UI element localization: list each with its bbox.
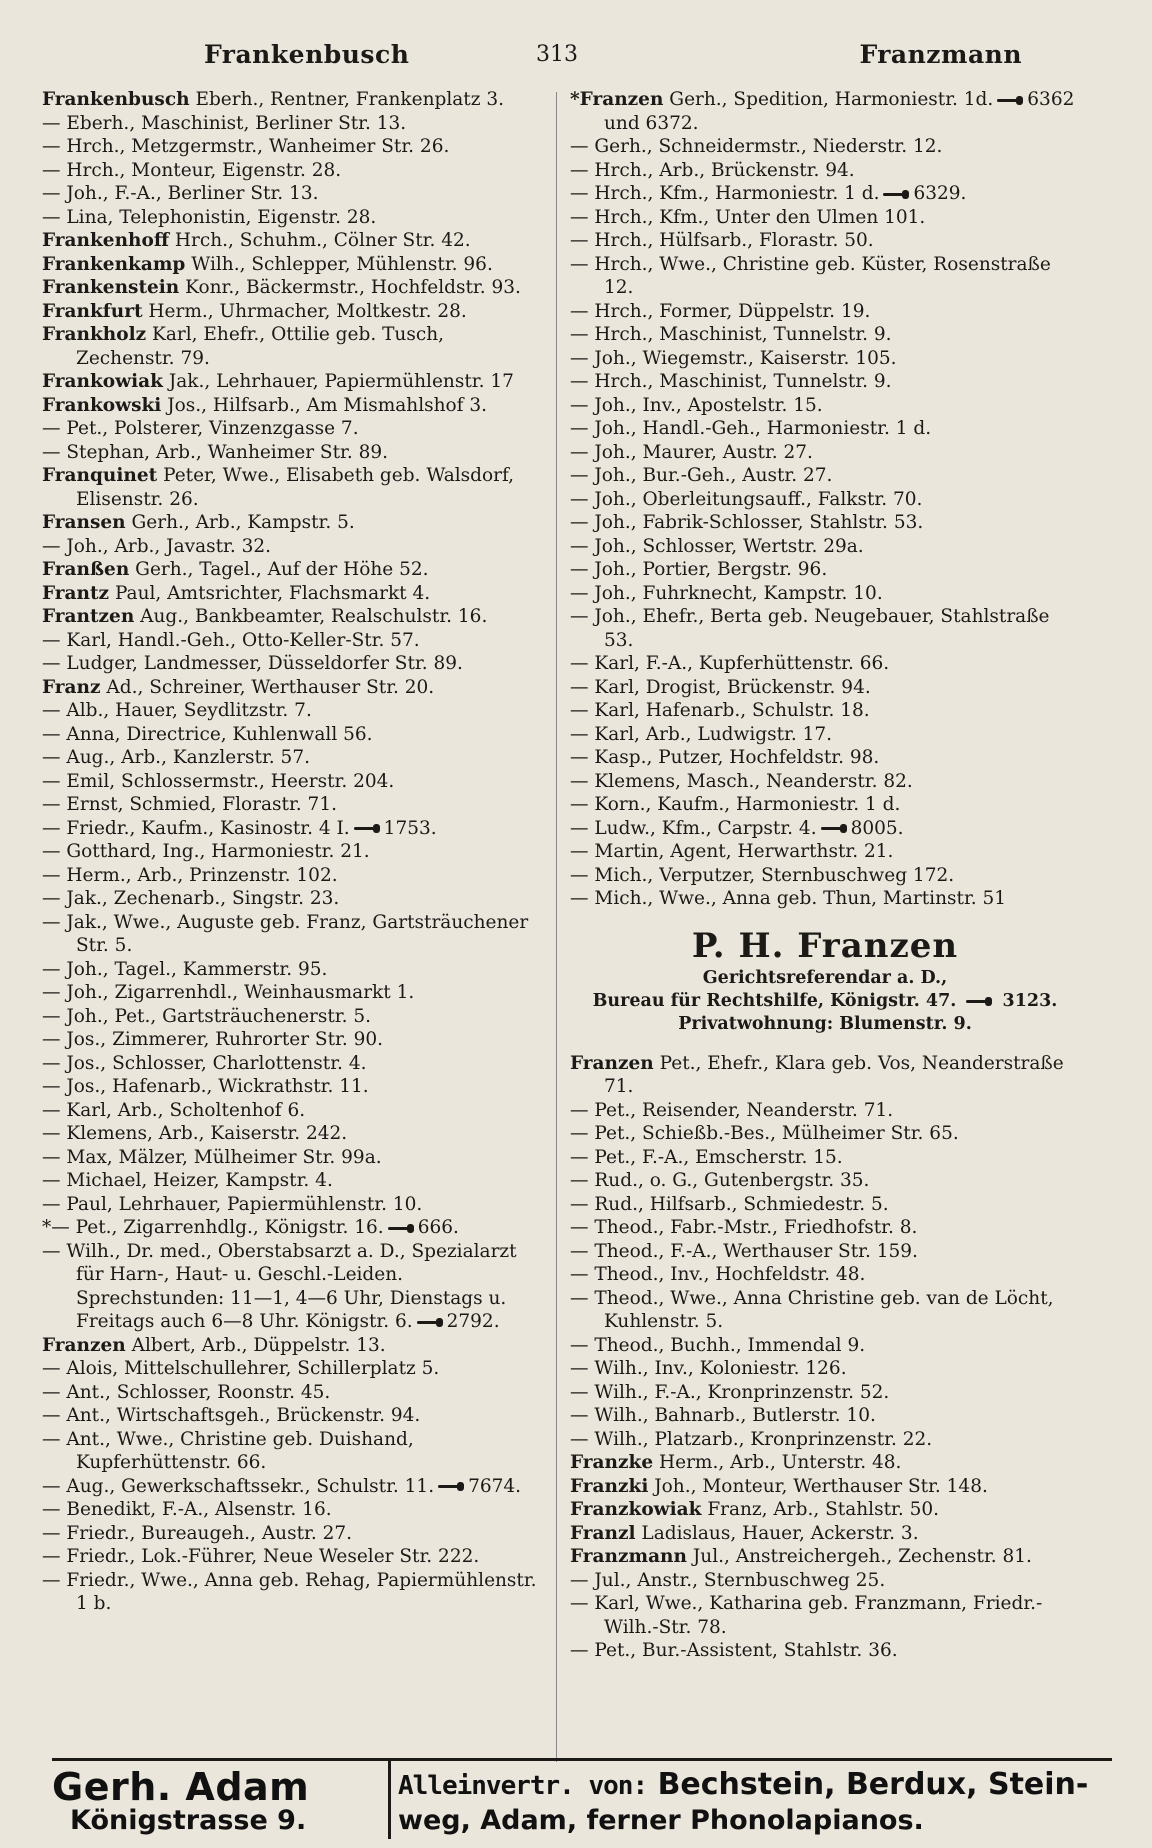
directory-entry <box>42 1357 547 1381</box>
directory-entry <box>570 1357 1080 1381</box>
directory-entry <box>570 135 1080 159</box>
entry-phone: 2792. <box>446 1311 500 1332</box>
directory-entry <box>42 511 547 535</box>
directory-entry <box>570 323 1080 347</box>
entry-details: Konr., Bäckermstr., Hochfeldstr. 93. <box>185 277 521 298</box>
directory-entry <box>570 1475 1080 1499</box>
directory-entry <box>570 1498 1080 1522</box>
directory-entry <box>42 370 547 394</box>
ad-bureau <box>570 990 1080 1013</box>
entry-details: Herm., Uhrmacher, Moltkestr. 28. <box>148 300 467 322</box>
entry-details: — Hrch., Hülfsarb., Florastr. 50. <box>570 230 874 251</box>
entry-surname: Franzmann <box>570 1546 687 1567</box>
column-divider <box>556 92 557 1762</box>
directory-entry <box>570 1287 1080 1334</box>
entry-details: — Aug., Arb., Kanzlerstr. 57. <box>42 747 310 768</box>
entry-details: — Benedikt, F.-A., Alsenstr. 16. <box>42 1499 332 1520</box>
directory-entry <box>42 840 547 864</box>
entry-details: Eberh., Rentner, Frankenplatz 3. <box>195 89 505 110</box>
directory-entry <box>570 1169 1080 1193</box>
entry-details: — Jak., Zechenarb., Singstr. 23. <box>42 888 340 909</box>
banner-street: Königstrasse 9. <box>70 1805 307 1836</box>
directory-entry <box>570 182 1080 206</box>
entry-details: — Joh., Inv., Apostelstr. 15. <box>570 394 823 416</box>
right-entries-bottom <box>570 1052 1080 1663</box>
entry-surname: *Franzen <box>570 89 664 110</box>
entry-details: — Alb., Hauer, Seydlitzstr. 7. <box>42 700 312 721</box>
phone-icon <box>438 1482 464 1491</box>
entry-details: — Hrch., Maschinist, Tunnelstr. 9. <box>570 324 892 345</box>
entry-details: — Wilh., Bahnarb., Butlerstr. 10. <box>570 1405 876 1426</box>
ad-private: Privatwohnung: Blumenstr. 9. <box>678 1013 972 1034</box>
directory-entry <box>42 770 547 794</box>
directory-entry <box>570 1428 1080 1452</box>
directory-entry <box>570 300 1080 324</box>
entry-details: — Theod., Fabr.-Mstr., Friedhofstr. 8. <box>570 1217 918 1238</box>
entry-details: — Joh., Pet., Gartsträuchenerstr. 5. <box>42 1005 372 1027</box>
entry-details: Albert, Arb., Düppelstr. 13. <box>131 1334 386 1356</box>
entry-details: — Hrch., Maschinist, Tunnelstr. 9. <box>570 371 892 392</box>
entry-surname: Franzkowiak <box>570 1499 702 1520</box>
entry-details: Ladislaus, Hauer, Ackerstr. 3. <box>641 1522 919 1544</box>
directory-entry <box>570 605 1080 652</box>
page-number: 313 <box>536 42 578 67</box>
entry-details: Jos., Hilfsarb., Am Mismahlshof 3. <box>167 394 488 416</box>
directory-entry <box>570 1404 1080 1428</box>
entry-details: — Pet., F.-A., Emscherstr. 15. <box>570 1146 843 1168</box>
directory-entry <box>42 1146 547 1170</box>
directory-entry <box>42 723 547 747</box>
directory-entry <box>570 1522 1080 1546</box>
entry-surname: Frankenbusch <box>42 89 190 110</box>
directory-entry <box>570 1334 1080 1358</box>
entry-details: Franz, Arb., Stahlstr. 50. <box>707 1499 940 1520</box>
entry-details: — Ludger, Landmesser, Düsseldorfer Str. 89. <box>42 653 463 674</box>
ad-title: Gerichtsreferendar a. D., <box>702 967 948 988</box>
entry-details: — Ludw., Kfm., Carpstr. 4. <box>570 817 817 839</box>
entry-details: — Jos., Hafenarb., Wickrathstr. 11. <box>42 1076 369 1097</box>
directory-entry <box>570 206 1080 230</box>
right-entries-top <box>570 88 1080 911</box>
entry-surname: Franzki <box>570 1475 649 1497</box>
entry-details: — Wilh., F.-A., Kronprinzenstr. 52. <box>570 1381 890 1403</box>
entry-details: — Joh., F.-A., Berliner Str. 13. <box>42 183 319 204</box>
entry-details: — Eberh., Maschinist, Berliner Str. 13. <box>42 112 407 134</box>
directory-entry <box>42 1052 547 1076</box>
directory-entry <box>570 840 1080 864</box>
entry-details: — Emil, Schlossermstr., Heerstr. 204. <box>42 770 395 792</box>
directory-entry <box>570 370 1080 394</box>
entry-details: — Friedr., Bureaugeh., Austr. 27. <box>42 1522 353 1544</box>
entry-details: — Joh., Zigarrenhdl., Weinhausmarkt 1. <box>42 982 415 1003</box>
entry-details: — Joh., Wiegemstr., Kaiserstr. 105. <box>570 347 897 369</box>
entry-details: — Pet., Polsterer, Vinzenzgasse 7. <box>42 418 359 439</box>
entry-details: — Rud., Hilfsarb., Schmiedestr. 5. <box>570 1193 889 1215</box>
directory-entry <box>570 535 1080 559</box>
entry-details: — Karl, Handl.-Geh., Otto-Keller-Str. 57. <box>42 629 420 651</box>
directory-entry <box>42 629 547 653</box>
entry-surname: Franz <box>42 676 101 698</box>
entry-details: — Klemens, Arb., Kaiserstr. 242. <box>42 1123 348 1144</box>
entry-details: — Jos., Zimmerer, Ruhrorter Str. 90. <box>42 1029 384 1050</box>
entry-surname: Frankholz <box>42 324 147 345</box>
directory-entry <box>570 746 1080 770</box>
entry-details: — Martin, Agent, Herwarthstr. 21. <box>570 841 894 862</box>
directory-entry <box>42 958 547 982</box>
directory-entry <box>570 1592 1080 1639</box>
directory-entry <box>42 793 547 817</box>
entry-details: — Hrch., Former, Düppelstr. 19. <box>570 300 871 322</box>
directory-entry <box>570 652 1080 676</box>
directory-entry <box>42 864 547 888</box>
directory-entry <box>42 1122 547 1146</box>
entry-details: — Wilh., Dr. med., Oberstabsarzt a. D., Spezialarzt für Harn-, Haut- u. Geschl.-Leiden. Sprechstunden: 11—1, 4—6 Uhr, Dienstags u. Freitags auch 6—8 Uhr. Königstr. 6. <box>42 1240 517 1332</box>
entry-details: — Theod., Buchh., Immendal 9. <box>570 1334 866 1356</box>
directory-entry <box>42 112 547 136</box>
directory-entry <box>570 1122 1080 1146</box>
entry-surname: Frantzen <box>42 606 135 627</box>
advertisement-franzen <box>570 925 1080 1036</box>
entry-details: — Friedr., Kaufm., Kasinostr. 4 I. <box>42 817 350 839</box>
directory-entry <box>570 1639 1080 1663</box>
directory-entry <box>42 911 547 958</box>
directory-entry <box>42 1216 547 1240</box>
directory-entry <box>42 1569 547 1616</box>
phone-icon <box>997 96 1023 105</box>
entry-details: — Ant., Wirtschaftsgeh., Brückenstr. 94. <box>42 1405 421 1426</box>
entry-phone: 6329. <box>913 183 967 204</box>
directory-entry <box>570 582 1080 606</box>
entry-details: Ad., Schreiner, Werthauser Str. 20. <box>106 676 435 698</box>
directory-entry <box>42 206 547 230</box>
entry-details: — Jos., Schlosser, Charlottenstr. 4. <box>42 1052 367 1074</box>
phone-icon <box>966 997 992 1006</box>
entry-details: — Karl, Wwe., Katharina geb. Franzmann, Friedr.-Wilh.-Str. 78. <box>570 1593 1043 1638</box>
entry-details: — Joh., Fabrik-Schlosser, Stahlstr. 53. <box>570 512 924 533</box>
phone-icon <box>821 824 847 833</box>
banner-firm: Gerh. Adam <box>52 1765 310 1809</box>
entry-surname: Frankowski <box>42 394 162 416</box>
header-left-keyword: Frankenbusch <box>204 40 410 69</box>
directory-entry <box>570 1099 1080 1123</box>
entry-details: Gerh., Arb., Kampstr. 5. <box>131 512 355 533</box>
phone-icon <box>883 190 909 199</box>
header-right-keyword: Franzmann <box>859 40 1022 69</box>
directory-entry <box>42 394 547 418</box>
entry-details: — Hrch., Monteur, Eigenstr. 28. <box>42 159 342 181</box>
directory-entry <box>570 347 1080 371</box>
entry-details: — Friedr., Lok.-Führer, Neue Weseler Str. 222. <box>42 1546 480 1567</box>
entry-details: — Joh., Fuhrknecht, Kampstr. 10. <box>570 582 883 604</box>
entry-details: Joh., Monteur, Werthauser Str. 148. <box>654 1475 988 1497</box>
directory-entry <box>42 699 547 723</box>
directory-entry <box>42 1075 547 1099</box>
entry-details: — Herm., Arb., Prinzenstr. 102. <box>42 864 338 886</box>
directory-entry <box>42 229 547 253</box>
entry-details: — Hrch., Metzgermstr., Wanheimer Str. 26. <box>42 136 450 157</box>
entry-details: — Gerh., Schneidermstr., Niederstr. 12. <box>570 136 943 157</box>
directory-entry <box>42 1099 547 1123</box>
banner-line1-prefix: Alleinvertr. von: <box>398 1771 648 1801</box>
entry-details: Gerh., Spedition, Harmoniestr. 1d. <box>669 89 994 110</box>
entry-phone: 1753. <box>383 817 437 839</box>
entry-details: — Friedr., Wwe., Anna geb. Rehag, Papiermühlenstr. 1 b. <box>42 1569 537 1614</box>
directory-entry <box>570 1146 1080 1170</box>
entry-details: Herm., Arb., Unterstr. 48. <box>658 1452 902 1473</box>
entry-details: *— Pet., Zigarrenhdlg., Königstr. 16. <box>42 1217 384 1238</box>
directory-entry <box>570 1381 1080 1405</box>
directory-entry <box>570 676 1080 700</box>
entry-details: — Korn., Kaufm., Harmoniestr. 1 d. <box>570 794 901 815</box>
directory-entry <box>42 981 547 1005</box>
entry-details: — Joh., Handl.-Geh., Harmoniestr. 1 d. <box>570 418 932 439</box>
entry-details: — Klemens, Masch., Neanderstr. 82. <box>570 770 913 792</box>
directory-entry <box>42 159 547 183</box>
directory-entry <box>570 511 1080 535</box>
directory-entry <box>42 1498 547 1522</box>
entry-details: — Joh., Bur.-Geh., Austr. 27. <box>570 465 833 486</box>
entry-details: — Hrch., Kfm., Harmoniestr. 1 d. <box>570 183 880 204</box>
entry-details: — Hrch., Arb., Brückenstr. 94. <box>570 159 855 181</box>
directory-entry <box>42 1381 547 1405</box>
directory-entry <box>570 699 1080 723</box>
entry-details: — Alois, Mittelschullehrer, Schillerplatz 5. <box>42 1358 440 1379</box>
entry-details: — Joh., Schlosser, Wertstr. 29a. <box>570 535 864 557</box>
directory-entry <box>570 88 1080 135</box>
entry-phone: 8005. <box>850 817 904 839</box>
directory-entry <box>570 793 1080 817</box>
directory-entry <box>570 1545 1080 1569</box>
entry-surname: Frankfurt <box>42 300 143 322</box>
directory-entry <box>42 817 547 841</box>
entry-details: — Anna, Directrice, Kuhlenwall 56. <box>42 723 373 745</box>
entry-details: Pet., Ehefr., Klara geb. Vos, Neanderstraße 71. <box>604 1052 1064 1097</box>
entry-details: — Aug., Gewerkschaftssekr., Schulstr. 11. <box>42 1475 435 1497</box>
entry-details: — Joh., Ehefr., Berta geb. Neugebauer, Stahlstraße 53. <box>570 606 1050 651</box>
ad-name: P. H. Franzen <box>691 925 959 966</box>
entry-surname: Frantz <box>42 582 110 604</box>
directory-entry <box>42 746 547 770</box>
entry-details: Wilh., Schlepper, Mühlenstr. 96. <box>191 253 493 275</box>
banner-line2: weg, Adam, ferner Phonolapianos. <box>398 1805 924 1836</box>
phone-icon <box>354 824 380 833</box>
entry-surname: Frankenkamp <box>42 253 186 275</box>
directory-entry <box>42 1028 547 1052</box>
entry-details: — Karl, F.-A., Kupferhüttenstr. 66. <box>570 653 890 674</box>
entry-phone: 6362 und 6372. <box>604 89 1075 134</box>
entry-details: — Theod., Wwe., Anna Christine geb. van de Löcht, Kuhlenstr. 5. <box>570 1287 1054 1332</box>
entry-details: Peter, Wwe., Elisabeth geb. Walsdorf, Elisenstr. 26. <box>76 465 515 510</box>
directory-entry <box>42 276 547 300</box>
directory-entry <box>42 582 547 606</box>
directory-entry <box>42 182 547 206</box>
banner-line1-rest: Bechstein, Berdux, Stein- <box>657 1767 1089 1802</box>
directory-entry <box>570 1216 1080 1240</box>
entry-details: — Theod., Inv., Hochfeldstr. 48. <box>570 1264 866 1285</box>
directory-entry <box>570 1569 1080 1593</box>
entry-details: — Lina, Telephonistin, Eigenstr. 28. <box>42 206 377 228</box>
right-column <box>570 88 1080 1768</box>
directory-entry <box>42 417 547 441</box>
directory-entry <box>42 676 547 700</box>
entry-details: Paul, Amtsrichter, Flachsmarkt 4. <box>114 582 431 604</box>
entry-details: — Pet., Bur.-Assistent, Stahlstr. 36. <box>570 1640 898 1661</box>
entry-details: — Stephan, Arb., Wanheimer Str. 89. <box>42 441 389 463</box>
entry-surname: Frankenstein <box>42 277 180 298</box>
directory-entry <box>570 864 1080 888</box>
directory-entry <box>570 723 1080 747</box>
entry-details: — Joh., Oberleitungsauff., Falkstr. 70. <box>570 488 923 510</box>
directory-entry <box>570 1451 1080 1475</box>
entry-surname: Franzen <box>570 1052 654 1074</box>
directory-entry <box>42 88 547 112</box>
entry-details: Gerh., Tagel., Auf der Höhe 52. <box>135 559 429 580</box>
entry-details: — Wilh., Inv., Koloniestr. 126. <box>570 1358 847 1379</box>
entry-phone: 666. <box>417 1217 459 1238</box>
entry-details: Aug., Bankbeamter, Realschulstr. 16. <box>140 606 488 627</box>
entry-details: — Wilh., Platzarb., Kronprinzenstr. 22. <box>570 1428 933 1450</box>
entry-details: — Karl, Drogist, Brückenstr. 94. <box>570 676 871 698</box>
entry-details: — Theod., F.-A., Werthauser Str. 159. <box>570 1240 918 1262</box>
directory-entry <box>42 535 547 559</box>
entry-surname: Franzke <box>570 1452 654 1473</box>
entry-surname: Fransen <box>42 512 126 533</box>
directory-entry <box>42 605 547 629</box>
entry-details: — Ant., Schlosser, Roonstr. 45. <box>42 1381 331 1403</box>
directory-entry <box>42 1193 547 1217</box>
directory-entry <box>570 817 1080 841</box>
directory-entry <box>570 770 1080 794</box>
directory-entry <box>570 1193 1080 1217</box>
entry-details: — Joh., Tagel., Kammerstr. 95. <box>42 958 328 980</box>
directory-entry <box>570 441 1080 465</box>
entry-details: — Rud., o. G., Gutenbergstr. 35. <box>570 1170 870 1191</box>
entry-surname: Franzl <box>570 1522 636 1544</box>
directory-entry <box>570 1263 1080 1287</box>
entry-details: Jak., Lehrhauer, Papiermühlenstr. 17 <box>168 371 514 392</box>
directory-entry <box>42 887 547 911</box>
entry-details: — Michael, Heizer, Kampstr. 4. <box>42 1170 333 1191</box>
entry-details: — Joh., Portier, Bergstr. 96. <box>570 559 828 580</box>
entry-surname: Franzen <box>42 1334 126 1356</box>
ad-phone: 3123. <box>1002 990 1058 1011</box>
entry-details: — Karl, Hafenarb., Schulstr. 18. <box>570 700 870 721</box>
entry-details: — Karl, Arb., Ludwigstr. 17. <box>570 723 832 745</box>
directory-entry <box>42 1522 547 1546</box>
entry-details: — Jul., Anstr., Sternbuschweg 25. <box>570 1569 886 1591</box>
directory-entry <box>570 1240 1080 1264</box>
directory-entry <box>42 652 547 676</box>
entry-details: — Kasp., Putzer, Hochfeldstr. 98. <box>570 747 880 768</box>
directory-entry <box>42 323 547 370</box>
entry-details: Karl, Ehefr., Ottilie geb. Tusch, Zechenstr. 79. <box>76 324 444 369</box>
entry-phone: 7674. <box>468 1475 522 1497</box>
directory-entry <box>42 558 547 582</box>
directory-entry <box>570 488 1080 512</box>
entry-details: — Ant., Wwe., Christine geb. Duishand, Kupferhüttenstr. 66. <box>42 1428 414 1473</box>
banner-divider <box>388 1761 391 1839</box>
directory-entry <box>570 159 1080 183</box>
directory-entry <box>42 1240 547 1334</box>
left-column <box>42 88 547 1768</box>
entry-details: — Ernst, Schmied, Florastr. 71. <box>42 794 337 815</box>
entry-details: Jul., Anstreichergeh., Zechenstr. 81. <box>692 1546 1032 1567</box>
directory-entry <box>570 394 1080 418</box>
entry-surname: Franßen <box>42 559 130 580</box>
directory-entry <box>42 1169 547 1193</box>
entry-surname: Frankowiak <box>42 371 163 392</box>
entry-details: — Max, Mälzer, Mülheimer Str. 99a. <box>42 1146 382 1168</box>
entry-details: — Karl, Arb., Scholtenhof 6. <box>42 1099 306 1121</box>
directory-entry <box>42 1475 547 1499</box>
directory-entry <box>570 229 1080 253</box>
phone-icon <box>388 1224 414 1233</box>
directory-entry <box>42 441 547 465</box>
entry-surname: Frankenhoff <box>42 230 170 251</box>
entry-details: Hrch., Schuhm., Cölner Str. 42. <box>174 230 471 251</box>
directory-entry <box>570 887 1080 911</box>
directory-entry <box>42 253 547 277</box>
entry-details: — Pet., Reisender, Neanderstr. 71. <box>570 1099 894 1121</box>
phone-icon <box>417 1318 443 1327</box>
directory-entry <box>42 1545 547 1569</box>
directory-entry <box>42 464 547 511</box>
directory-entry <box>42 1005 547 1029</box>
entry-details: — Mich., Wwe., Anna geb. Thun, Martinstr. 51 <box>570 888 1007 909</box>
entry-details: — Hrch., Kfm., Unter den Ulmen 101. <box>570 206 926 228</box>
entry-details: — Joh., Maurer, Austr. 27. <box>570 441 813 463</box>
entry-details: — Jak., Wwe., Auguste geb. Franz, Gartsträuchener Str. 5. <box>42 911 529 956</box>
directory-entry <box>570 417 1080 441</box>
directory-entry <box>42 135 547 159</box>
page-header <box>40 40 1112 76</box>
footer-banner <box>52 1758 1112 1839</box>
entry-details: — Pet., Schießb.-Bes., Mülheimer Str. 65. <box>570 1123 959 1144</box>
entry-details: — Gotthard, Ing., Harmoniestr. 21. <box>42 841 370 862</box>
entry-details: — Joh., Arb., Javastr. 32. <box>42 535 272 557</box>
entry-details: — Hrch., Wwe., Christine geb. Küster, Rosenstraße 12. <box>570 253 1051 298</box>
directory-entry <box>42 300 547 324</box>
ad-bureau-text: Bureau für Rechtshilfe, Königstr. 47. <box>592 990 957 1011</box>
banner-line1 <box>398 1767 1088 1802</box>
directory-entry <box>42 1404 547 1428</box>
entry-details: — Paul, Lehrhauer, Papiermühlenstr. 10. <box>42 1193 423 1215</box>
directory-entry <box>570 464 1080 488</box>
directory-entry <box>42 1428 547 1475</box>
directory-entry <box>570 1052 1080 1099</box>
directory-entry <box>570 253 1080 300</box>
entry-details: — Mich., Verputzer, Sternbuschweg 172. <box>570 864 955 886</box>
directory-entry <box>570 558 1080 582</box>
directory-entry <box>42 1334 547 1358</box>
entry-surname: Franquinet <box>42 465 158 486</box>
